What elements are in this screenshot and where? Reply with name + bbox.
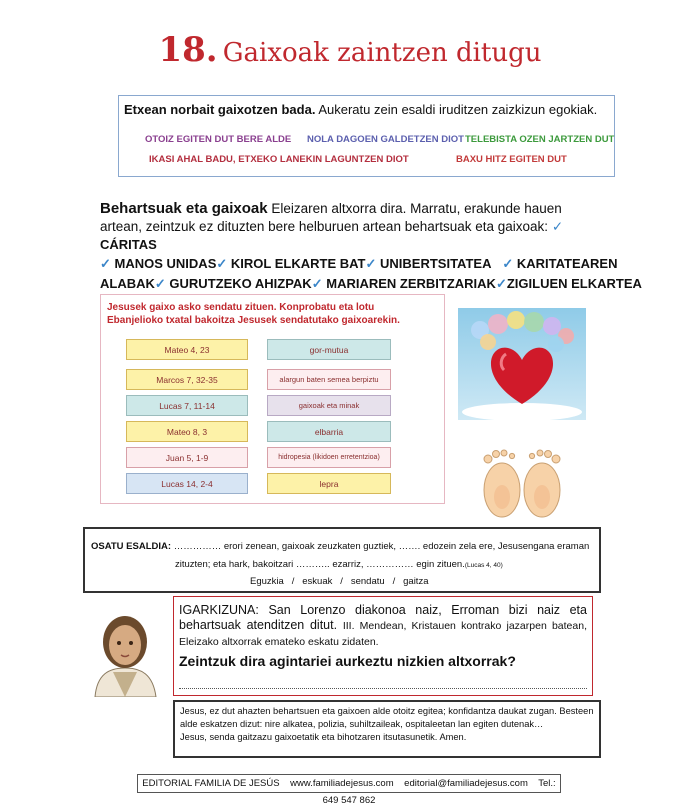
gospel-ref-cell[interactable]: Mateo 4, 23 bbox=[126, 339, 248, 360]
exercise1-instruction-bold: Etxean norbait gaixotzen bada. bbox=[124, 102, 316, 117]
gospel-ref-cell[interactable]: Lucas 14, 2-4 bbox=[126, 473, 248, 494]
footer-phone: Tel.: 649 547 862 bbox=[322, 778, 556, 806]
complete-sentence-text: …………… erori zenean, gaixoak zeuzkaten guztiek, ……. edozein zela ere, Jesusengana eraman bbox=[173, 541, 590, 552]
answer-line[interactable] bbox=[179, 688, 587, 689]
exercise2-text: Eleizaren altxorra dira. Marratu, erakunde hauen artean, zeintzuk ez dituzten bere helburuen artean behartsuak eta gaixoak: bbox=[100, 201, 562, 234]
illness-cell[interactable]: hidropesia (likidoen erretentzioa) bbox=[267, 447, 391, 468]
bible-reference: (Lucas 4, 40) bbox=[464, 562, 503, 569]
riddle-text-small: III. Mendean, Kristauen kontrako jazarpen batean, Eleizako altxorrak emateko eskatu zidaten. bbox=[179, 620, 587, 648]
check-icon: ✓ bbox=[551, 219, 564, 234]
prayer-box bbox=[173, 700, 601, 758]
org-item[interactable]: KIROL ELKARTE BAT bbox=[230, 256, 366, 271]
footer-website-link[interactable]: www.familiadejesus.com bbox=[290, 778, 394, 789]
heart-balloons-illustration bbox=[458, 308, 586, 420]
gospel-ref-cell[interactable]: Marcos 7, 32-35 bbox=[126, 369, 248, 390]
exercise2-title: Behartsuak eta gaixoak bbox=[100, 200, 268, 217]
footer-email-link[interactable]: editorial@familiadejesus.com bbox=[404, 778, 528, 789]
option-tv-loud[interactable]: TELEBISTA OZEN JARTZEN DUT bbox=[465, 134, 615, 145]
org-item[interactable]: MARIAREN ZERBITZARIAK bbox=[326, 276, 496, 291]
option-ask-how[interactable]: NOLA DAGOEN GALDETZEN DIOT bbox=[307, 134, 464, 145]
complete-sentence-line-2 bbox=[175, 559, 503, 570]
riddle-text: San Lorenzo diakonoa naiz, Erroman bizi naiz eta behartsuak atenditzen ditut. bbox=[179, 603, 587, 632]
option-speak-low[interactable]: BAXU HITZ EGITEN DUT bbox=[456, 154, 567, 165]
check-icon: ✓ bbox=[154, 276, 166, 291]
complete-sentence-text: zituzten; eta hark, bakoitzari ……….. ezarriz, …………… egin zituen. bbox=[175, 559, 465, 570]
check-icon: ✓ bbox=[365, 256, 377, 271]
check-icon: ✓ bbox=[502, 256, 514, 271]
page-title bbox=[0, 30, 700, 70]
exercise2-paragraph bbox=[100, 200, 580, 254]
matching-heading-line: Ebanjelioko txatal bakoitza Jesusek sendatutako gaixoarekin. bbox=[107, 315, 400, 326]
word-bank: Eguzkia / eskuak / sendatu / gaitza bbox=[250, 576, 429, 587]
exercise1-box bbox=[118, 95, 615, 177]
org-item[interactable]: ZIGILUEN ELKARTEA bbox=[506, 276, 642, 291]
org-caritas[interactable]: CÁRITAS bbox=[100, 237, 157, 252]
complete-sentence-label: OSATU ESALDIA: bbox=[91, 541, 172, 552]
org-item[interactable]: MANOS UNIDAS bbox=[114, 256, 217, 271]
lesson-number: 18. bbox=[158, 30, 218, 70]
org-row-2 bbox=[100, 276, 642, 292]
footer bbox=[137, 774, 561, 806]
gospel-ref-cell[interactable]: Lucas 7, 11-14 bbox=[126, 395, 248, 416]
matching-exercise bbox=[100, 294, 445, 504]
matching-heading bbox=[107, 301, 442, 327]
feet-icon bbox=[474, 445, 570, 520]
exercise1-instruction-rest: Aukeratu zein esaldi iruditzen zaizkizun egokiak. bbox=[318, 102, 598, 117]
org-item[interactable]: KARITATEAREN bbox=[516, 256, 618, 271]
illness-cell[interactable]: elbarria bbox=[267, 421, 391, 442]
option-help-homework[interactable]: IKASI AHAL BADU, ETXEKO LANEKIN LAGUNTZEN DIOT bbox=[149, 154, 409, 165]
illness-cell[interactable]: lepra bbox=[267, 473, 391, 494]
option-pray[interactable]: OTOIZ EGITEN DUT BERE ALDE bbox=[145, 134, 292, 145]
org-item[interactable]: UNIBERTSITATEA bbox=[380, 256, 492, 271]
lesson-title: Gaixoak zaintzen ditugu bbox=[222, 38, 542, 68]
org-row-1 bbox=[100, 256, 617, 272]
check-icon: ✓ bbox=[495, 276, 507, 291]
complete-sentence-box bbox=[83, 527, 601, 593]
feet-illustration bbox=[474, 445, 570, 520]
check-icon: ✓ bbox=[100, 256, 111, 271]
saint-lawrence-portrait bbox=[83, 602, 168, 697]
prayer-line: alde eskatzen dizut: nire alkatea, polizia, suhiltzaileak, ospitaleetan lan egiten dutenak… bbox=[180, 719, 544, 729]
exercise1-instruction bbox=[124, 102, 597, 117]
illness-cell[interactable]: gaixoak eta minak bbox=[267, 395, 391, 416]
riddle-box bbox=[173, 596, 593, 696]
footer-publisher: EDITORIAL FAMILIA DE JESÚS bbox=[142, 778, 280, 789]
gospel-ref-cell[interactable]: Mateo 8, 3 bbox=[126, 421, 248, 442]
illness-cell[interactable]: gor-mutua bbox=[267, 339, 391, 360]
riddle-label: IGARKIZUNA: bbox=[179, 603, 259, 617]
heart-icon bbox=[458, 308, 586, 420]
check-icon: ✓ bbox=[311, 276, 323, 291]
riddle-question: Zeintzuk dira agintariei aurkeztu nizkien altxorrak? bbox=[179, 653, 516, 669]
check-icon: ✓ bbox=[216, 256, 228, 271]
org-item[interactable]: GURUTZEKO AHIZPAK bbox=[169, 276, 312, 291]
prayer-line: Jesus, senda gaitzazu gaixoetatik eta bihotzaren itsutasunetik. Amen. bbox=[180, 732, 467, 742]
gospel-ref-cell[interactable]: Juan 5, 1-9 bbox=[126, 447, 248, 468]
prayer-line: Jesus, ez dut ahazten behartsuen eta gaixoen alde otoitz egitea; konfidantza daukat zugan. Besteen bbox=[180, 706, 594, 716]
saint-icon bbox=[83, 602, 168, 697]
matching-heading-line: Jesusek gaixo asko sendatu zituen. Konprobatu eta lotu bbox=[107, 302, 375, 313]
org-item[interactable]: ALABAK bbox=[100, 276, 155, 291]
illness-cell[interactable]: alargun baten semea berpiztu bbox=[267, 369, 391, 390]
complete-sentence-line-1 bbox=[91, 541, 589, 552]
